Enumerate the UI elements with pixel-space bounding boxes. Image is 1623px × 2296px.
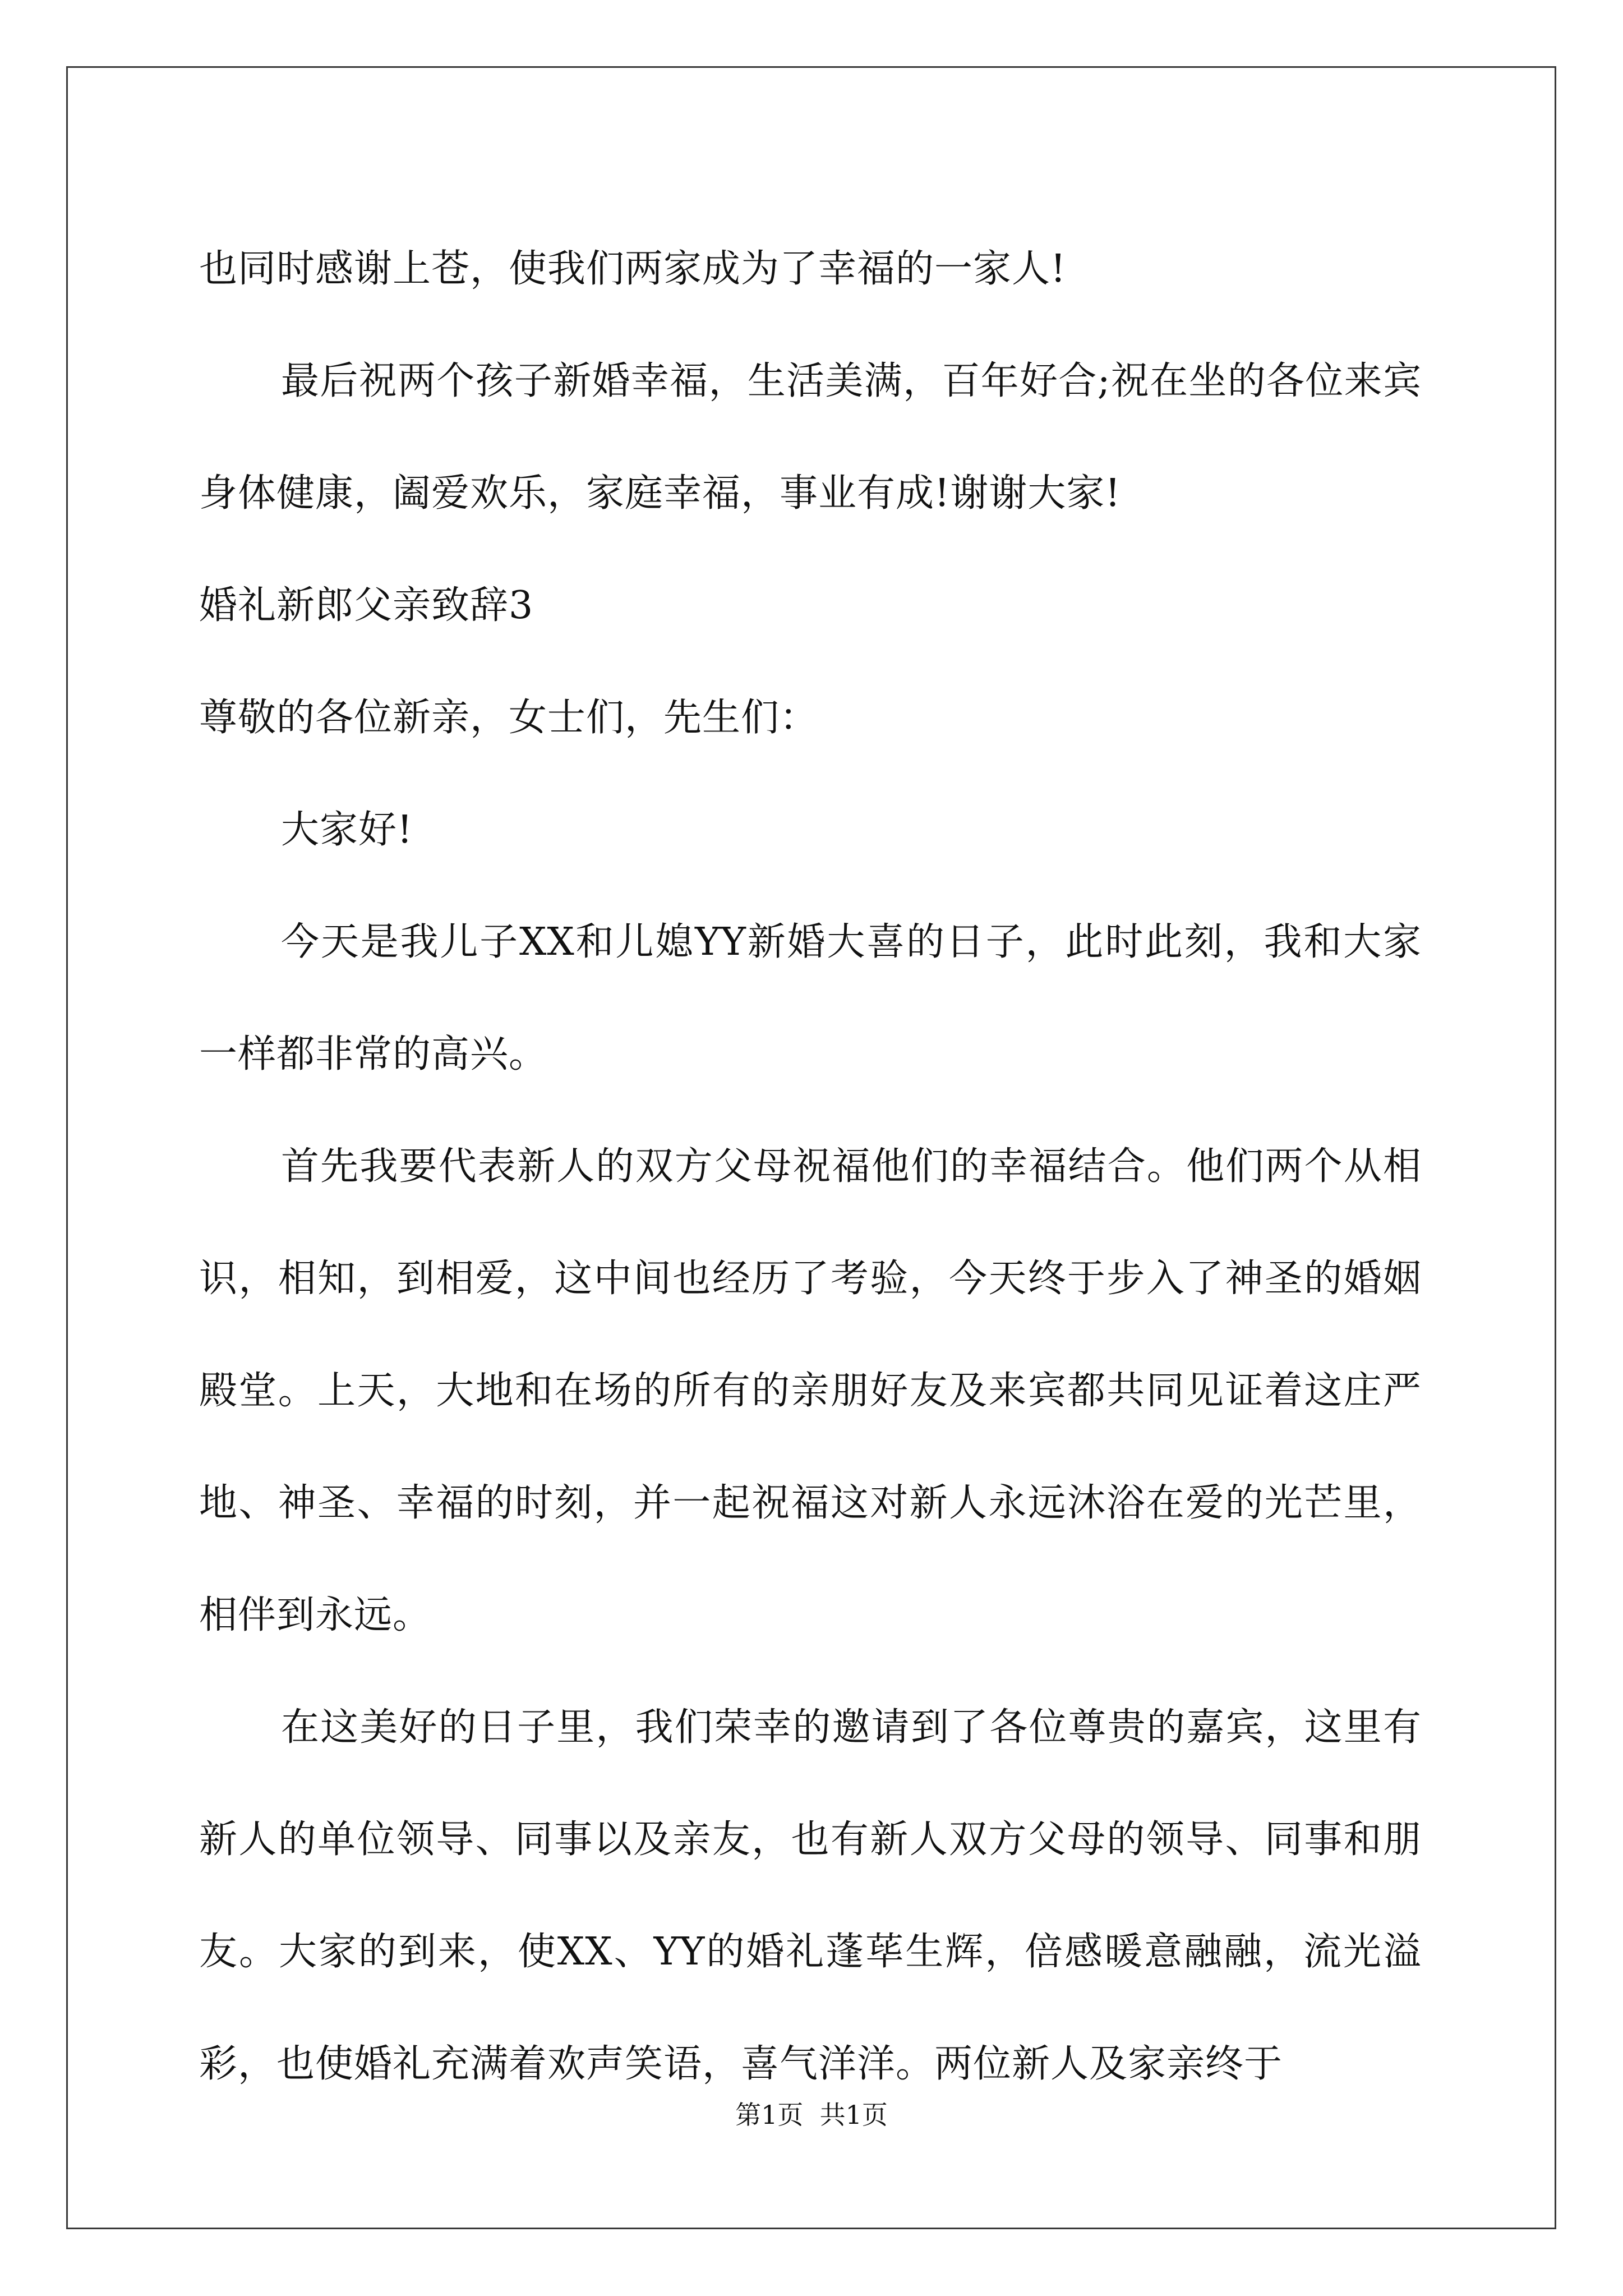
salutation: 尊敬的各位新亲，女士们，先生们： [199,696,819,740]
section-heading: 婚礼新郎父亲致辞3 [199,583,534,628]
paragraph: 今天是我儿子XX和儿媳YY新婚大喜的日子，此时此刻，我和大家一样都非常的高兴。 [199,920,1422,1076]
paragraph: 在这美好的日子里，我们荣幸的邀请到了各位尊贵的嘉宾，这里有新人的单位领导、同事以及亲友，也有新人双方父母的领导、同事和朋友。大家的到来，使XX、YY的婚礼蓬荜生辉，倍感暖意融融，流光溢彩，也使婚礼充满着欢声笑语，喜气洋洋。两位新人及家亲终于 [199,1705,1422,2086]
document-body [199,213,1422,2120]
paragraph: 首先我要代表新人的双方父母祝福他们的幸福结合。他们两个从相识，相知，到相爱，这中间也经历了考验，今天终于步入了神圣的婚姻殿堂。上天，大地和在场的所有的亲朋好友及来宾都共同见证着这庄严地、神圣、幸福的时刻，并一起祝福这对新人永远沐浴在爱的光芒里，相伴到永远。 [199,1144,1422,1637]
paragraph: 最后祝两个孩子新婚幸福，生活美满，百年好合;祝在坐的各位来宾身体健康，阖爱欢乐，家庭幸福，事业有成!谢谢大家! [199,359,1422,516]
paragraph: 也同时感谢上苍，使我们两家成为了幸福的一家人! [199,247,1067,291]
page-footer: 第1页 共1页 [735,2100,888,2130]
greeting: 大家好! [281,808,413,852]
